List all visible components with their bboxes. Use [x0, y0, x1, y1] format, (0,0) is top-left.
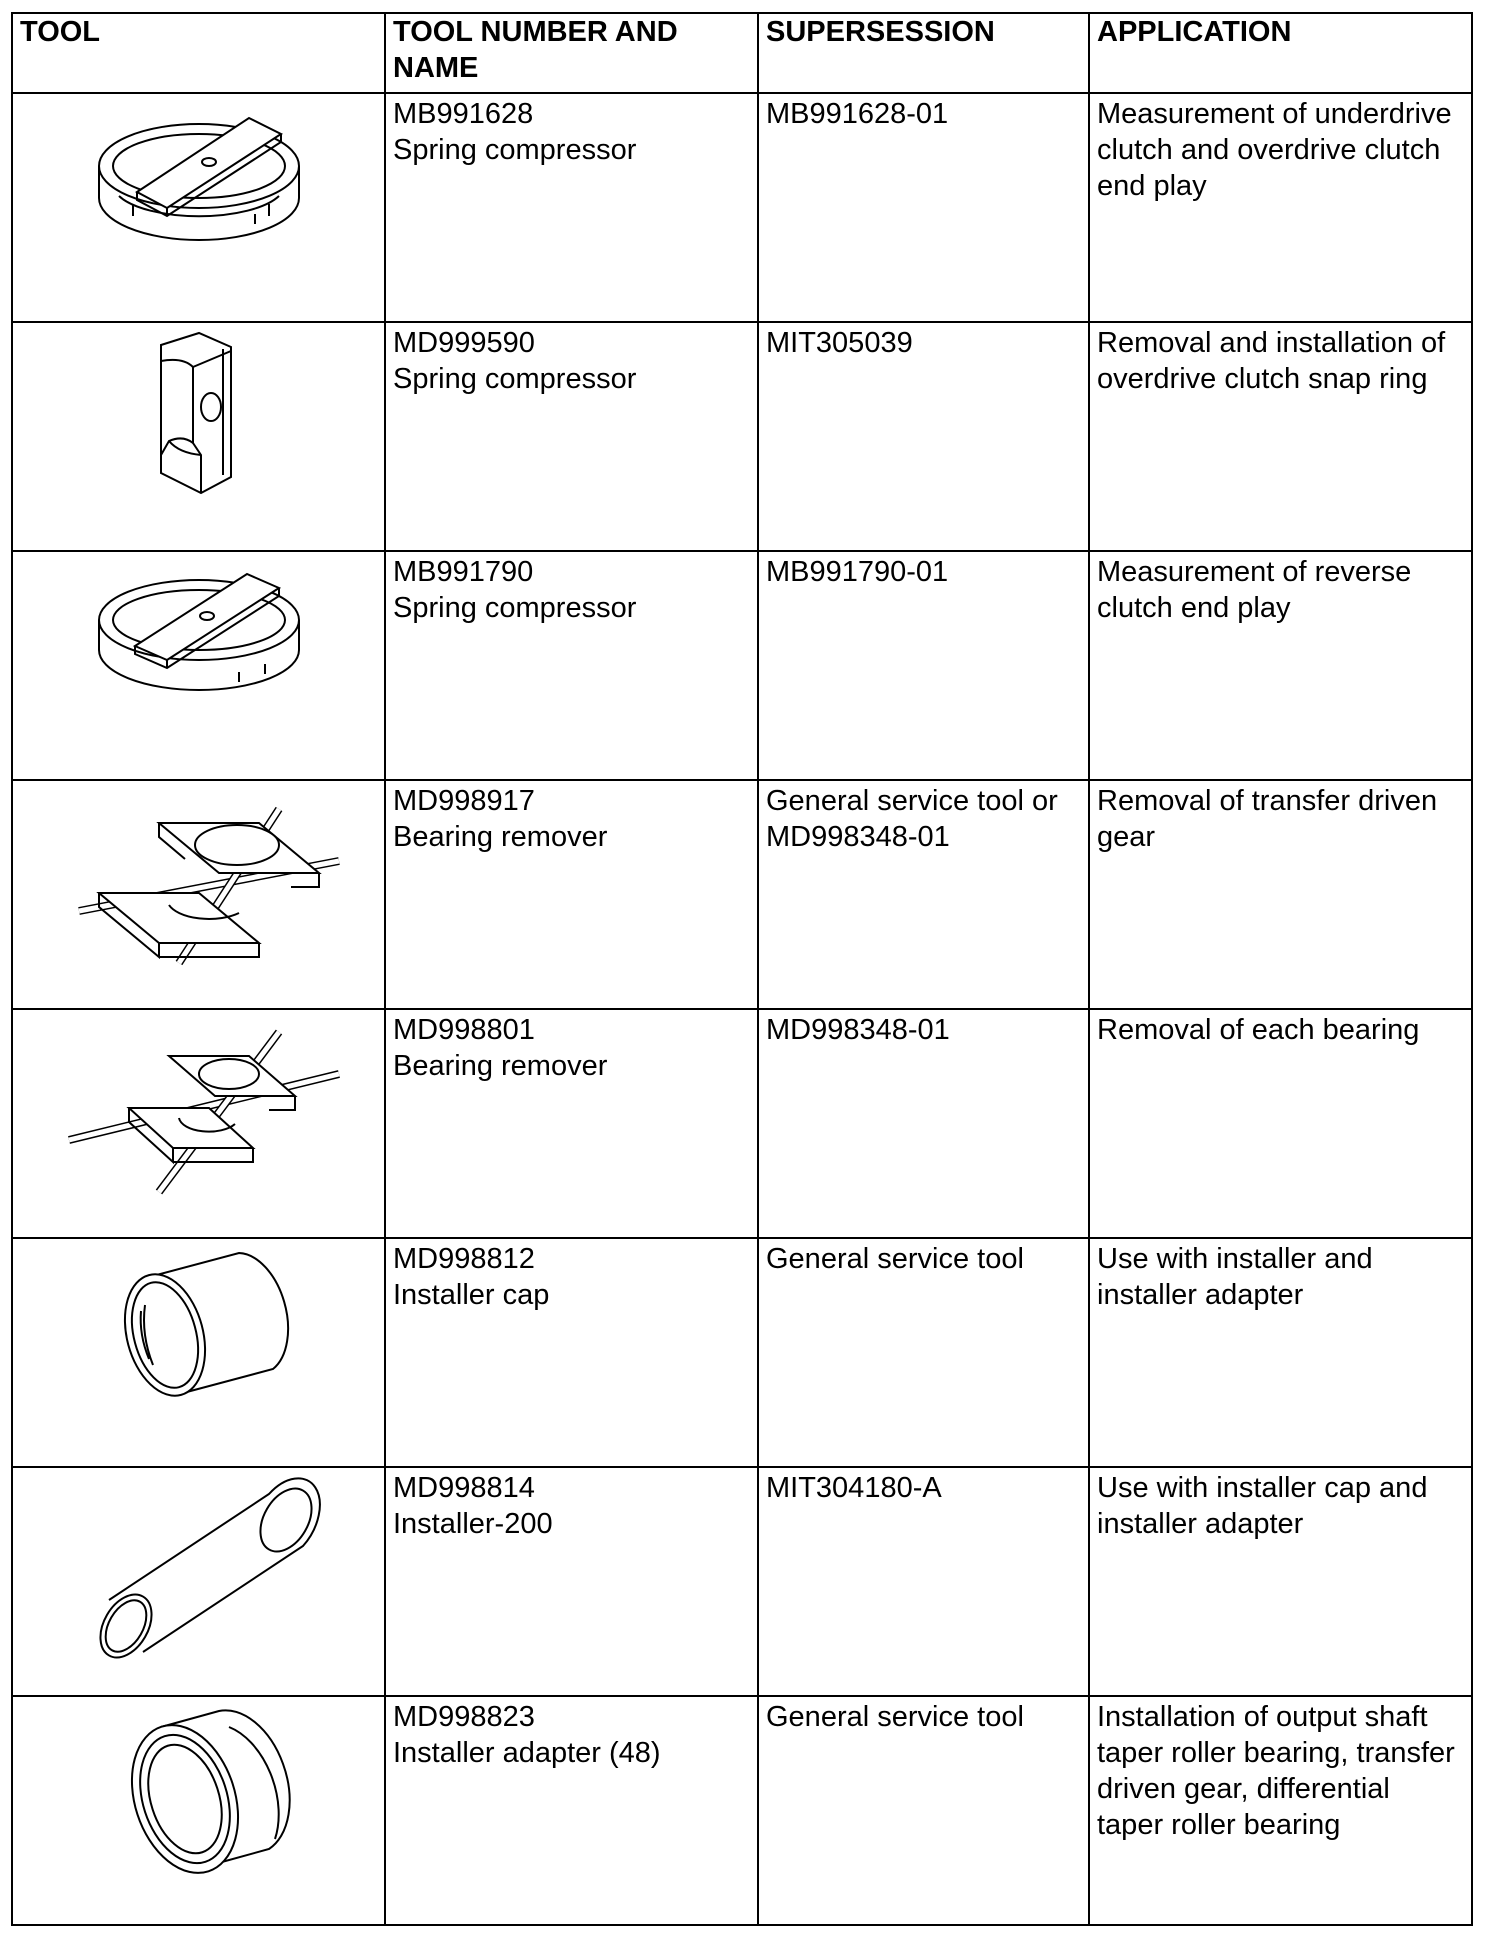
bearing-remover-icon	[39, 783, 359, 973]
supersession-cell: MB991628-01	[758, 93, 1089, 322]
tool-image-cell	[12, 1009, 385, 1238]
supersession-cell: General service tool or MD998348-01	[758, 780, 1089, 1009]
tool-number-name-cell	[385, 1238, 758, 1467]
bearing-remover-icon	[39, 1012, 359, 1202]
table-row	[12, 93, 1472, 322]
application-cell: Use with installer cap and installer adapter	[1089, 1467, 1472, 1696]
tool-image-cell	[12, 1467, 385, 1696]
tool-image-cell	[12, 1696, 385, 1925]
tool-name: Spring compressor	[393, 363, 637, 395]
tool-number: MD999590	[393, 327, 535, 359]
tool-name: Spring compressor	[393, 134, 637, 166]
header-row	[12, 13, 1472, 93]
tool-name: Bearing remover	[393, 821, 608, 853]
tool-image-cell	[12, 1238, 385, 1467]
supersession-cell: General service tool	[758, 1238, 1089, 1467]
supersession-cell: MB991790-01	[758, 551, 1089, 780]
tool-number: MD998917	[393, 785, 535, 817]
tool-number-name-cell	[385, 93, 758, 322]
tool-number: MD998812	[393, 1243, 535, 1275]
tool-image-cell	[12, 780, 385, 1009]
application-cell: Removal of transfer driven gear	[1089, 780, 1472, 1009]
application-cell: Measurement of underdrive clutch and overdrive clutch end play	[1089, 93, 1472, 322]
spring-compressor-disc-icon	[79, 96, 319, 266]
tool-number: MD998801	[393, 1014, 535, 1046]
table-row	[12, 551, 1472, 780]
special-tools-table	[11, 12, 1473, 1926]
application-cell: Removal of each bearing	[1089, 1009, 1472, 1238]
header-supersession: SUPERSESSION	[758, 13, 1089, 93]
table-row	[12, 1238, 1472, 1467]
tool-image-cell	[12, 551, 385, 780]
tool-number-name-cell	[385, 1009, 758, 1238]
header-tool-number-and-name: TOOL NUMBER AND NAME	[385, 13, 758, 93]
tool-number: MB991628	[393, 98, 534, 130]
supersession-cell: MD998348-01	[758, 1009, 1089, 1238]
tool-name: Bearing remover	[393, 1050, 608, 1082]
tool-number-name-cell	[385, 322, 758, 551]
tool-number: MD998823	[393, 1701, 535, 1733]
tool-number-name-cell	[385, 780, 758, 1009]
tool-name: Spring compressor	[393, 592, 637, 624]
spring-compressor-disc-icon	[79, 554, 319, 714]
tool-name: Installer cap	[393, 1279, 550, 1311]
spring-compressor-bracket-icon	[139, 325, 259, 505]
tool-name: Installer adapter (48)	[393, 1737, 661, 1769]
tool-image-cell	[12, 322, 385, 551]
tool-image-cell	[12, 93, 385, 322]
supersession-cell: MIT305039	[758, 322, 1089, 551]
supersession-cell: MIT304180-A	[758, 1467, 1089, 1696]
installer-tube-icon	[69, 1470, 329, 1670]
tool-number: MB991790	[393, 556, 534, 588]
tool-number-name-cell	[385, 1467, 758, 1696]
tool-number-name-cell	[385, 1696, 758, 1925]
tool-name: Installer-200	[393, 1508, 553, 1540]
application-cell: Measurement of reverse clutch end play	[1089, 551, 1472, 780]
table-row	[12, 1467, 1472, 1696]
table-row	[12, 780, 1472, 1009]
installer-adapter-icon	[99, 1699, 299, 1899]
application-cell: Removal and installation of overdrive clutch snap ring	[1089, 322, 1472, 551]
tool-number-name-cell	[385, 551, 758, 780]
header-tool: TOOL	[12, 13, 385, 93]
table-row	[12, 1696, 1472, 1925]
installer-cap-icon	[89, 1241, 309, 1441]
supersession-cell: General service tool	[758, 1696, 1089, 1925]
table-row	[12, 1009, 1472, 1238]
table-row	[12, 322, 1472, 551]
tool-number: MD998814	[393, 1472, 535, 1504]
application-cell: Use with installer and installer adapter	[1089, 1238, 1472, 1467]
header-application: APPLICATION	[1089, 13, 1472, 93]
application-cell: Installation of output shaft taper roller bearing, transfer driven gear, differential taper roller bearing	[1089, 1696, 1472, 1925]
